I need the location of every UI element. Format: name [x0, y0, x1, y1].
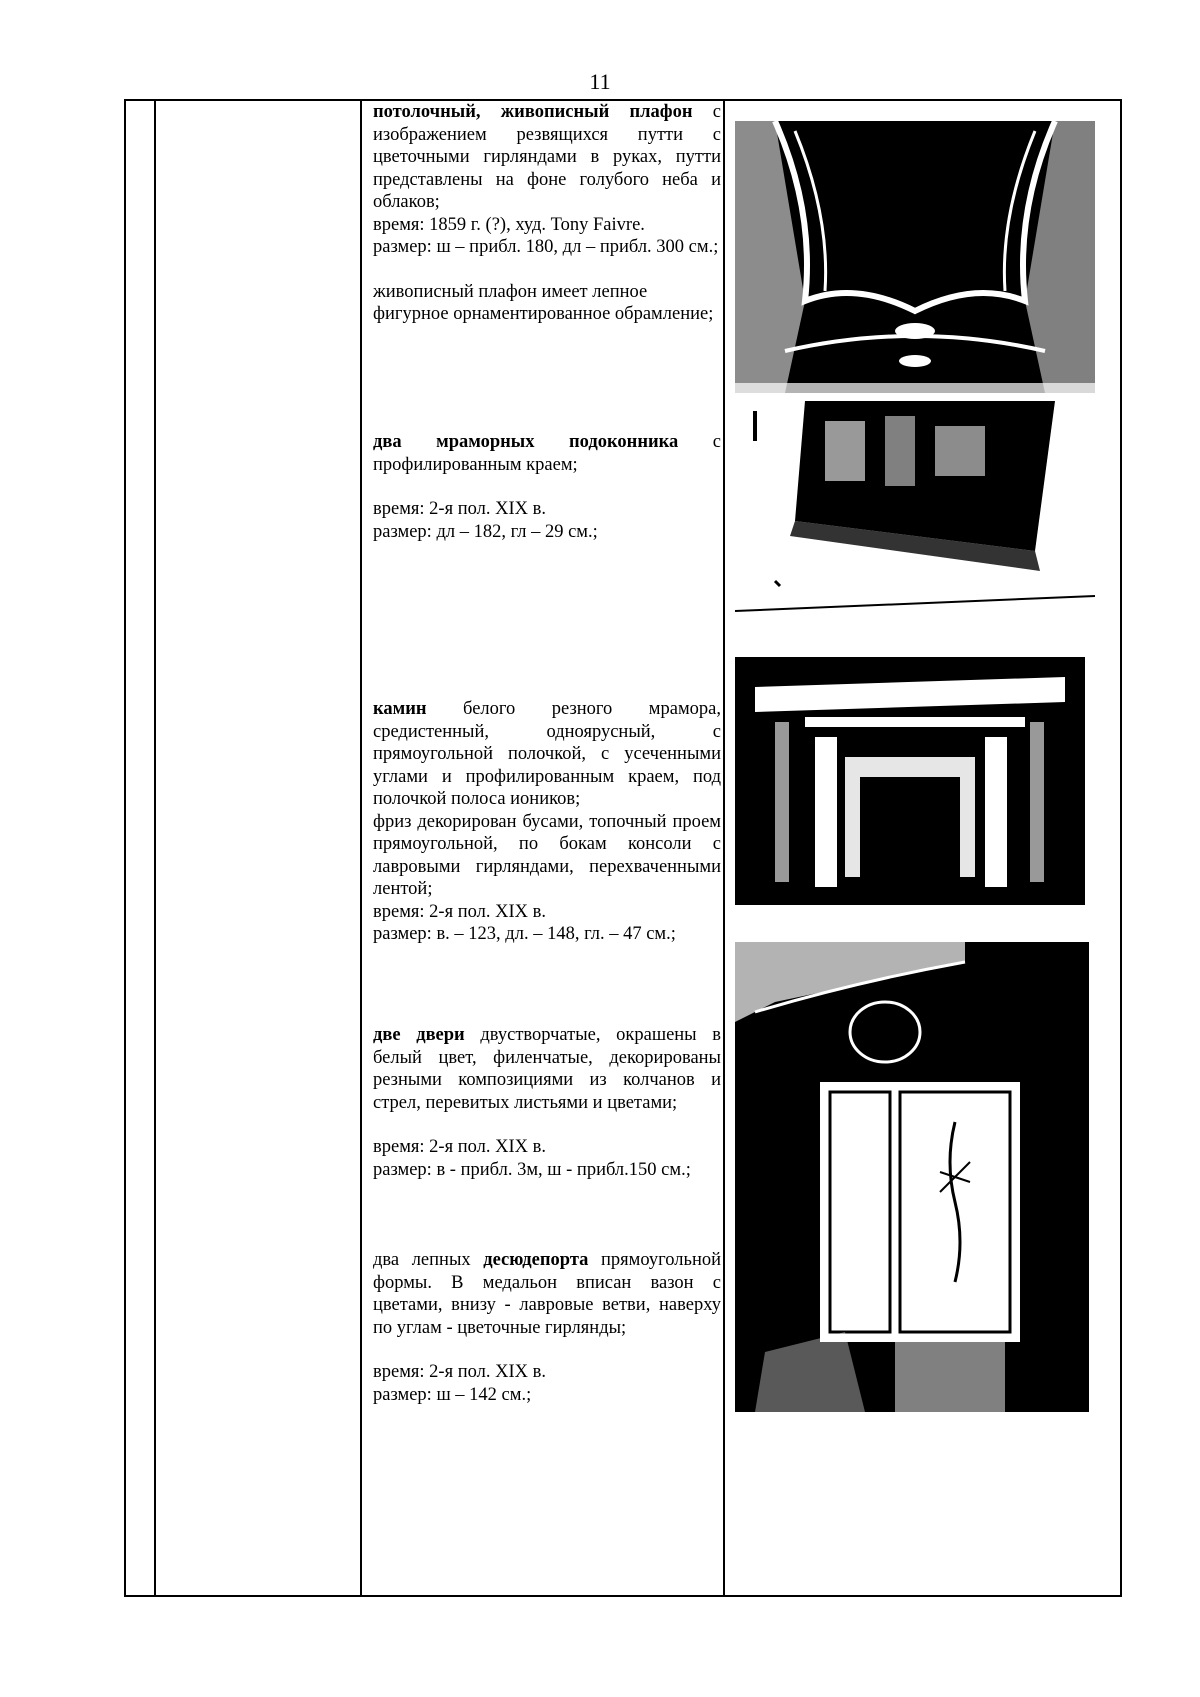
entry-size: размер: ш – прибл. 180, дл – прибл. 300 см.;	[373, 237, 719, 257]
entry-description: двустворчатые, окрашены в белый цвет, филенчатые, декорированы резными композициями из колчанов и стрел, перевитых листьями и цветами;	[373, 1025, 721, 1113]
entry-size: размер: в - прибл. 3м, ш - прибл.150 см.;	[373, 1159, 691, 1180]
entry-description: с изображением резвящихся путти с цветочными гирляндами в руках, путти представлены на фоне голубого неба и облаков;	[373, 102, 722, 212]
entry-extra: живописный плафон имеет лепное фигурное орнаментированное обрамление;	[373, 281, 714, 324]
entry-description: прямоугольной формы. В медальон вписан вазон с цветами, внизу - лавровые ветви, наверху по углам - цветочные гирлянды;	[373, 1250, 722, 1338]
door-image	[735, 942, 1089, 1412]
entry-description: с профилированным краем;	[373, 432, 722, 475]
fireplace-image	[735, 647, 1085, 905]
entry-windowsills	[373, 431, 721, 543]
page-number: 11	[589, 69, 611, 94]
entry-description: белого резного мрамора, средистенный, одноярусный, с прямоугольной полочкой, с усеченными углами и профилированным краем, под полочкой полоса иоников;	[373, 699, 721, 809]
entry-time: время: 2-я пол. XIX в.	[373, 901, 546, 922]
entry-size: размер: ш – 142 см.;	[373, 1384, 532, 1405]
entry-size: размер: дл – 182, гл – 29 см.;	[373, 521, 598, 542]
entry-title: две двери	[373, 1025, 465, 1045]
entry-title: потолочный, живописный плафон	[373, 102, 693, 122]
entry-ceiling-plafond	[373, 101, 721, 326]
inventory-table	[124, 99, 1122, 1597]
column-divider	[360, 101, 362, 1595]
entry-doors	[373, 1024, 721, 1181]
ceiling-photo	[735, 121, 1095, 393]
ceiling-image	[735, 121, 1095, 393]
fireplace-photo	[735, 647, 1085, 905]
column-divider	[723, 101, 725, 1595]
entry-title: камин	[373, 699, 427, 719]
entry-title: два мраморных подоконника	[373, 432, 679, 452]
entry-fireplace	[373, 698, 721, 946]
entry-description-2: фриз декорирован бусами, топочный проем прямоугольной, по бокам консоли с лавровыми гирляндами, перехваченными лентой;	[373, 811, 721, 899]
entry-time: время: 2-я пол. XIX в.	[373, 499, 546, 519]
entry-overdoors	[373, 1249, 721, 1406]
entry-time: время: 1859 г. (?), худ. Tony Faivre.	[373, 214, 645, 235]
entry-size: размер: в. – 123, дл. – 148, гл. – 47 см.;	[373, 924, 676, 944]
column-divider	[154, 101, 156, 1595]
entry-title: десюдепорта	[483, 1250, 589, 1270]
entry-time: время: 2-я пол. XIX в.	[373, 1137, 546, 1157]
door-photo	[735, 942, 1089, 1412]
windowsill-image	[735, 401, 1095, 621]
entry-time: время: 2-я пол. XIX в.	[373, 1362, 546, 1382]
entry-prefix: два лепных	[373, 1250, 471, 1270]
windowsill-photo	[735, 401, 1095, 621]
